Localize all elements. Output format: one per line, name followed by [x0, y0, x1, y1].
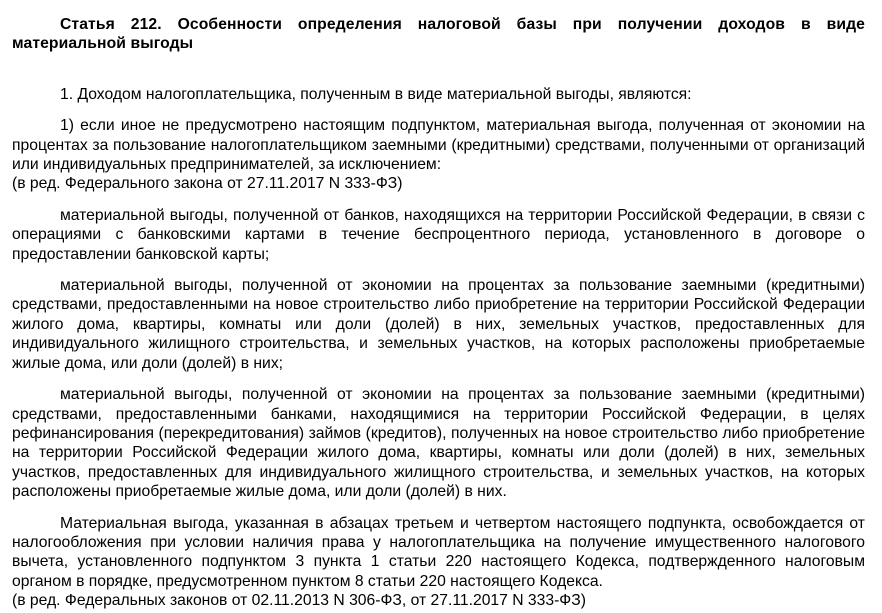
paragraph-1: 1. Доходом налогоплательщика, полученным в виде материальной выгоды, являются: — [60, 85, 692, 103]
article-title: Статья 212. Особенности определения налоговой базы при получении доходов в виде материальной выгоды — [12, 16, 865, 53]
paragraph-2-block — [12, 116, 865, 194]
paragraph-2: 1) если иное не предусмотрено настоящим подпунктом, материальная выгода, полученная от экономии на процентах за пользование налогоплательщиком заемными (кредитными) средствами, полученными от организаций или индивидуальных предпринимателей, за исключением: — [12, 117, 865, 174]
paragraph-5: материальной выгоды, полученной от экономии на процентах за пользование заемными (кредитными) средствами, предоставленными банками, находящимися на территории Российской Федерации, в целях рефинансирования (перекредитования) займов (кредитов), полученных на новое строительство либо приобретение на территории Российской Федерации жилого дома, квартиры, комнаты или доли (долей) в них, земельных участков, предоставленных для индивидуального жилищного строительства, и земельных участков, на которых расположены приобретаемые жилые дома, или доли (долей) в них. — [12, 386, 865, 501]
paragraph-6: Материальная выгода, указанная в абзацах третьем и четвертом настоящего подпункта, освобождается от налогообложения при условии наличия права у налогоплательщика на получение имущественного налогового вычета, установленного подпунктом 3 пункта 1 статьи 220 настоящего Кодекса, подтвержденного налоговым органом в порядке, предусмотренном пунктом 8 статьи 220 настоящего Кодекса. — [12, 514, 865, 590]
amendment-note-1: (в ред. Федерального закона от 27.11.2017 N 333-ФЗ) — [12, 175, 403, 193]
amendment-note-2: (в ред. Федеральных законов от 02.11.2013 N 306-ФЗ, от 27.11.2017 N 333-ФЗ) — [12, 592, 586, 610]
paragraph-4: материальной выгоды, полученной от экономии на процентах за пользование заемными (кредитными) средствами, предоставленными на новое строительство либо приобретение на территории Российской Федерации жилого дома, квартиры, комнаты или доли (долей) в них, земельных участков, предоставленных для индивидуального жилищного строительства, и земельных участков, на которых расположены приобретаемые жилые дома, или доли (долей) в них; — [12, 277, 865, 372]
paragraph-3: материальной выгоды, полученной от банков, находящихся на территории Российской Федерации, в связи с операциями с банковскими картами в течение беспроцентного периода, установленного в договоре о предоставлении банковской карты; — [12, 206, 865, 263]
paragraph-6-block — [12, 514, 865, 611]
